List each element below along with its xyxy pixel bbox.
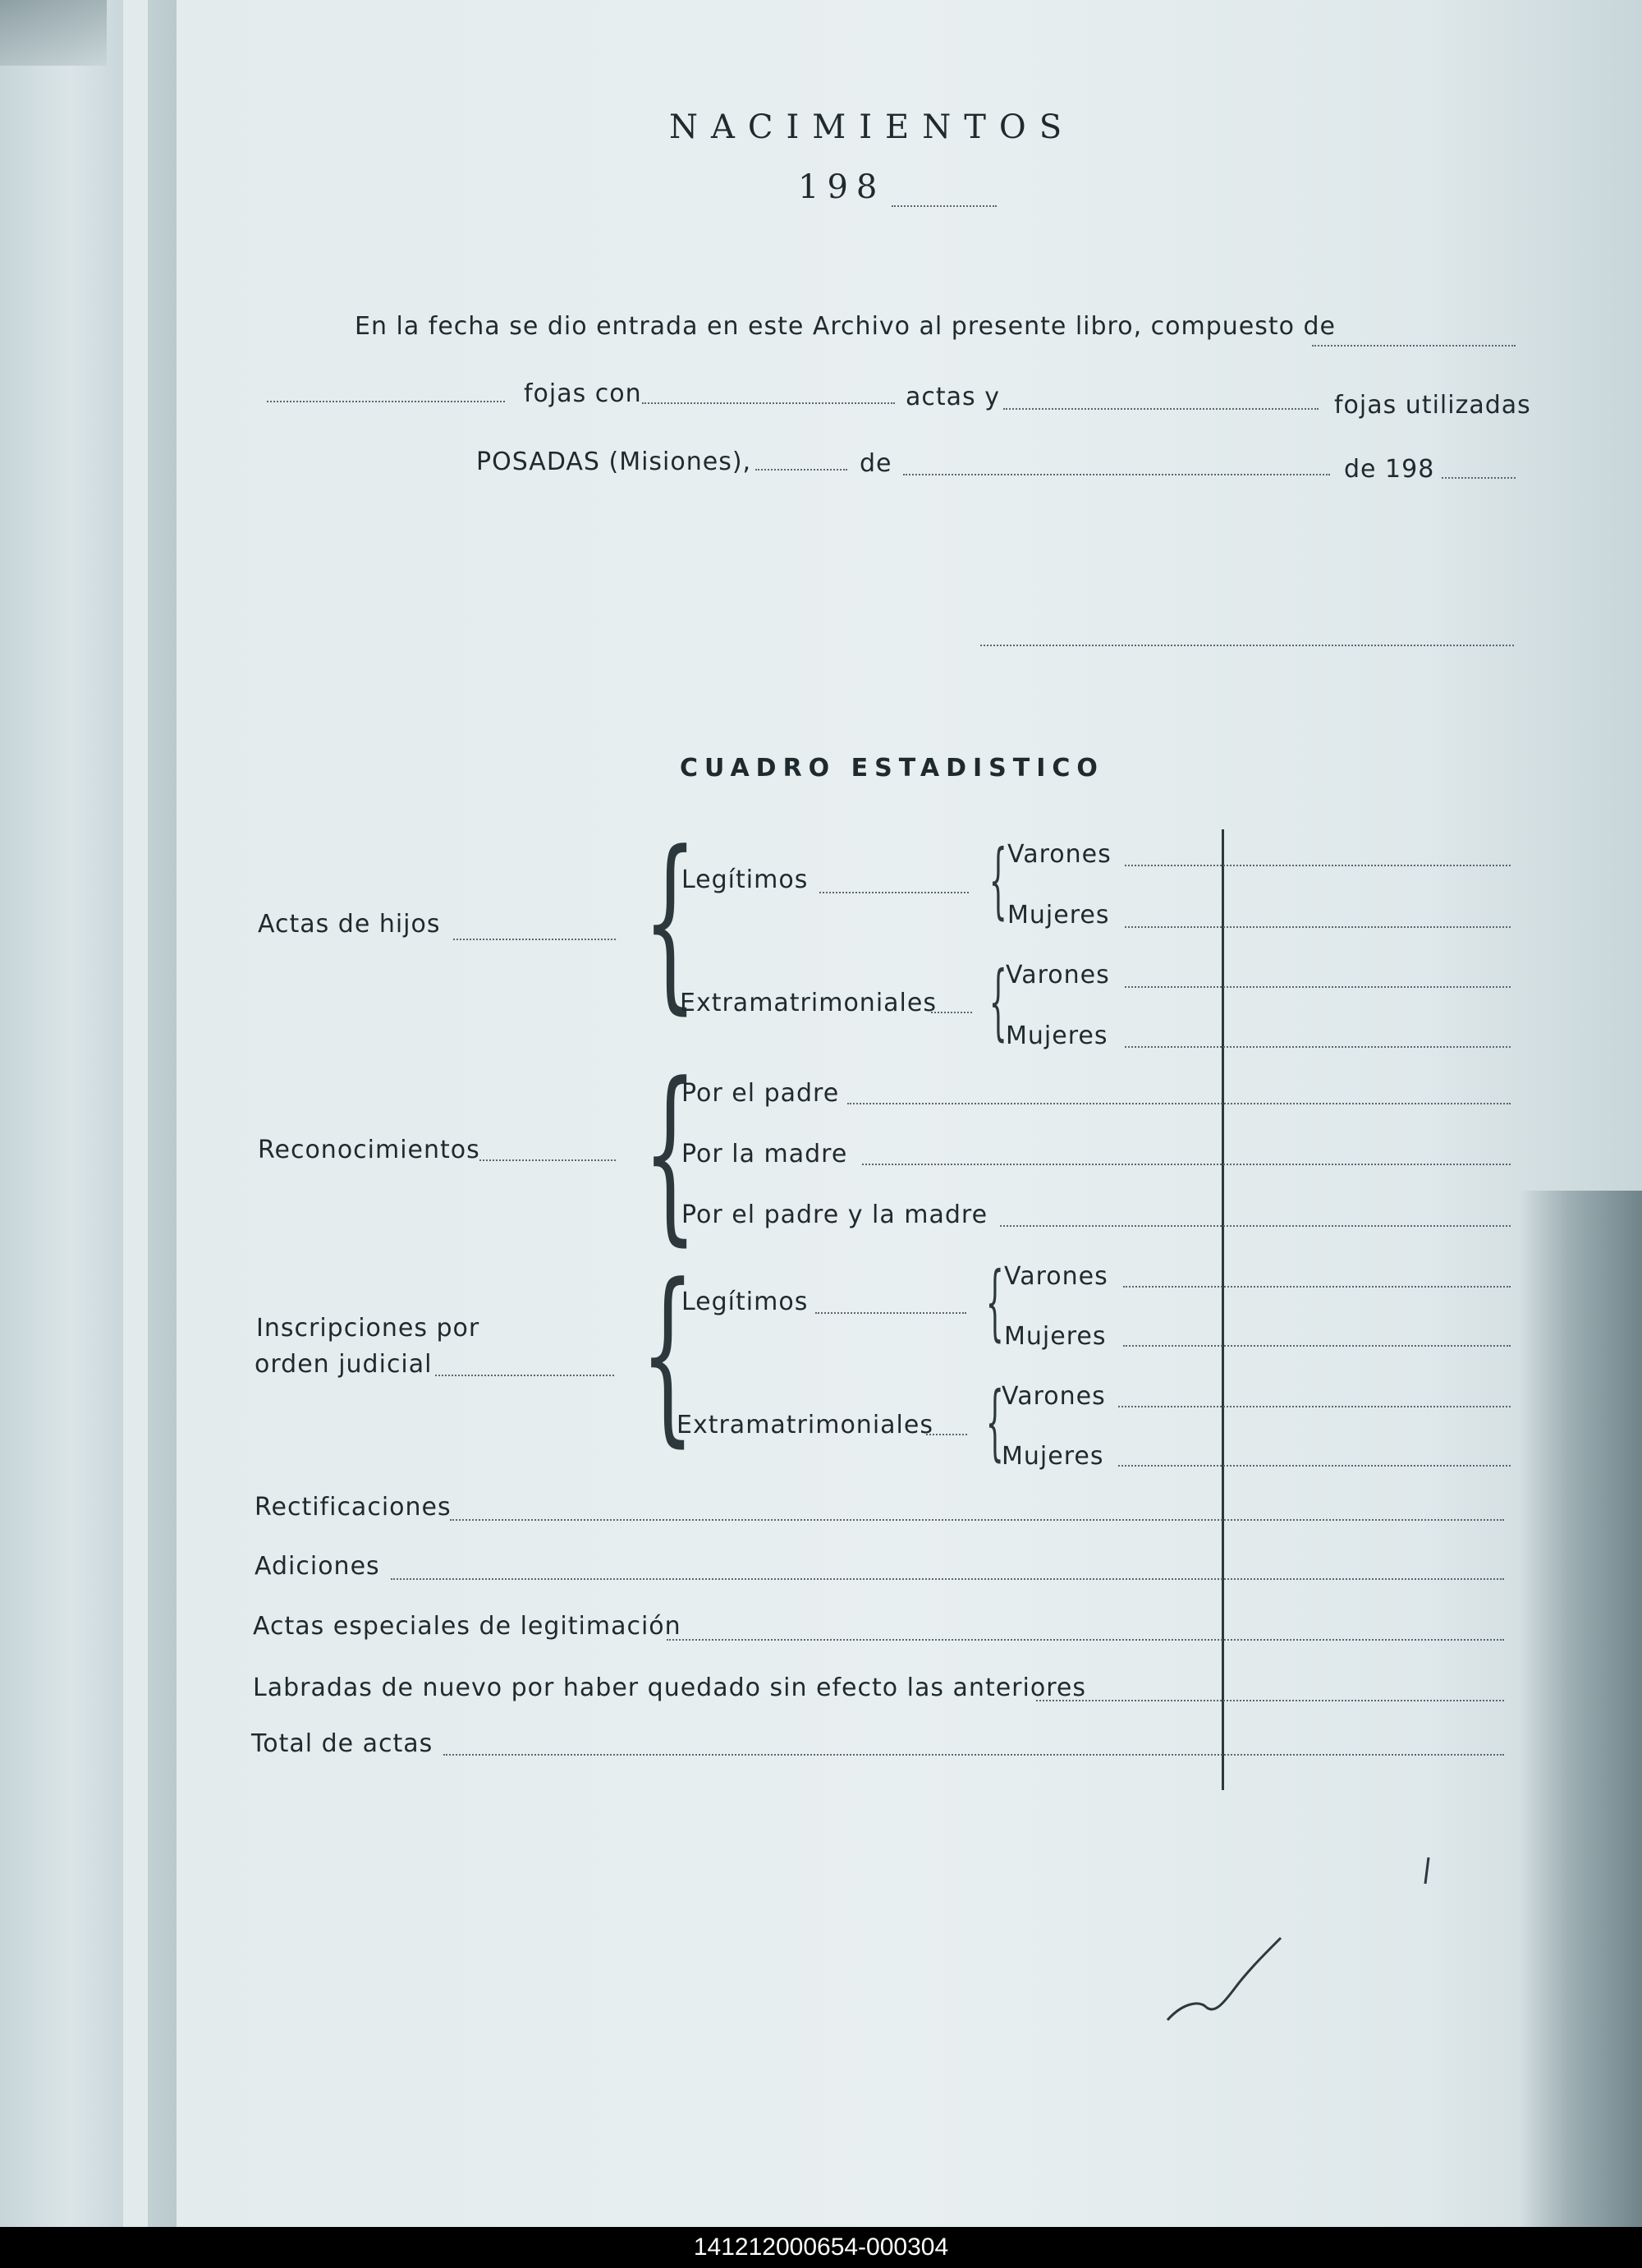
pen-tick <box>1419 1856 1435 1889</box>
actas-hijos-dots <box>453 939 616 940</box>
por-padre-label: Por el padre <box>681 1079 840 1108</box>
extra-dots-2 <box>926 1434 967 1435</box>
brace-legitimos-1: { <box>988 832 1007 928</box>
handwritten-mark <box>1158 1921 1305 2036</box>
actas-especiales-label: Actas especiales de legitimación <box>253 1612 681 1641</box>
reconocimientos-dots <box>479 1159 616 1161</box>
actas-especiales-line <box>667 1639 1504 1641</box>
actas-hijos-label: Actas de hijos <box>258 910 441 939</box>
page-edge-shadow <box>1519 1191 1642 2227</box>
adiciones-label: Adiciones <box>255 1552 380 1581</box>
reconocimientos-label: Reconocimientos <box>258 1136 480 1164</box>
total-actas-line <box>443 1754 1504 1756</box>
mujeres-3: Mujeres <box>1004 1322 1107 1351</box>
extramatrimoniales-label-2: Extramatrimoniales <box>677 1411 933 1439</box>
entry-line-1: En la fecha se dio entrada en este Archivo al presente libro, compuesto de <box>355 312 1337 341</box>
mujeres-line-2 <box>1125 1046 1511 1048</box>
varones-3: Varones <box>1004 1262 1108 1291</box>
varones-line-3 <box>1123 1286 1511 1288</box>
mujeres-line-3 <box>1123 1345 1511 1347</box>
varones-line-4 <box>1118 1406 1511 1407</box>
labradas-label: Labradas de nuevo por haber quedado sin efecto las anteriores <box>253 1673 1086 1702</box>
fojas-con-label: fojas con <box>524 379 642 408</box>
legitimos-dots-2 <box>815 1312 966 1314</box>
actas-count-blank <box>642 402 895 404</box>
mujeres-line-4 <box>1118 1465 1511 1467</box>
day-blank <box>755 469 847 471</box>
de-label: de <box>860 449 892 478</box>
varones-1: Varones <box>1007 840 1112 869</box>
mujeres-line-1 <box>1125 926 1511 928</box>
total-actas-label: Total de actas <box>251 1729 433 1758</box>
place-label: POSADAS (Misiones), <box>476 448 752 476</box>
mujeres-1: Mujeres <box>1007 901 1110 930</box>
legitimos-label-2: Legítimos <box>681 1288 809 1316</box>
varones-line-1 <box>1125 865 1511 866</box>
rectificaciones-label: Rectificaciones <box>255 1493 452 1522</box>
inscripciones-label-1: Inscripciones por <box>256 1314 480 1343</box>
legitimos-label-1: Legítimos <box>681 865 809 894</box>
por-ambos-line <box>1000 1225 1511 1227</box>
stats-title: CUADRO ESTADISTICO <box>680 754 1104 783</box>
por-padre-line <box>847 1103 1511 1104</box>
varones-4: Varones <box>1002 1382 1106 1411</box>
por-ambos-label: Por el padre y la madre <box>681 1201 988 1229</box>
brace-legitimos-2: { <box>985 1254 1004 1350</box>
de-198-label: de 198 <box>1344 455 1435 484</box>
fojas-used-blank <box>1003 408 1319 410</box>
brace-actas-hijos: { <box>643 812 698 1031</box>
legitimos-dots-1 <box>819 892 969 893</box>
year-end-blank <box>1442 477 1516 479</box>
year-blank <box>892 205 997 207</box>
extra-dots-1 <box>931 1012 972 1013</box>
fojas-count-blank <box>267 401 505 402</box>
fojas-utilizadas-label: fojas utilizadas <box>1334 391 1531 420</box>
month-blank <box>903 474 1330 475</box>
page-title: NACIMIENTOS <box>669 108 1076 146</box>
signature-blank <box>980 645 1514 646</box>
archive-id-footer: 141212000654-000304 <box>0 2227 1642 2268</box>
por-madre-label: Por la madre <box>681 1140 848 1168</box>
binder-edge <box>0 0 177 2227</box>
mujeres-2: Mujeres <box>1006 1022 1108 1050</box>
inscripciones-dots <box>435 1375 614 1376</box>
column-divider <box>1222 829 1224 1790</box>
mujeres-4: Mujeres <box>1002 1442 1104 1471</box>
actas-y-label: actas y <box>906 383 1000 411</box>
varones-line-2 <box>1125 986 1511 988</box>
adiciones-line <box>391 1578 1504 1580</box>
corner-shadow <box>0 0 107 66</box>
varones-2: Varones <box>1006 961 1110 989</box>
rectificaciones-line <box>450 1519 1504 1521</box>
brace-reconocimientos: { <box>643 1044 698 1263</box>
fojas-total-blank <box>1312 345 1516 347</box>
labradas-line <box>1036 1700 1504 1701</box>
brace-extra-2: { <box>985 1374 1004 1470</box>
extramatrimoniales-label-1: Extramatrimoniales <box>680 989 937 1017</box>
inscripciones-label-2: orden judicial <box>255 1350 433 1379</box>
brace-extra-1: { <box>988 953 1007 1049</box>
binder-strip <box>123 0 148 2227</box>
year-prefix: 198 <box>798 168 886 206</box>
brace-inscripciones: { <box>640 1245 695 1464</box>
por-madre-line <box>862 1164 1511 1165</box>
